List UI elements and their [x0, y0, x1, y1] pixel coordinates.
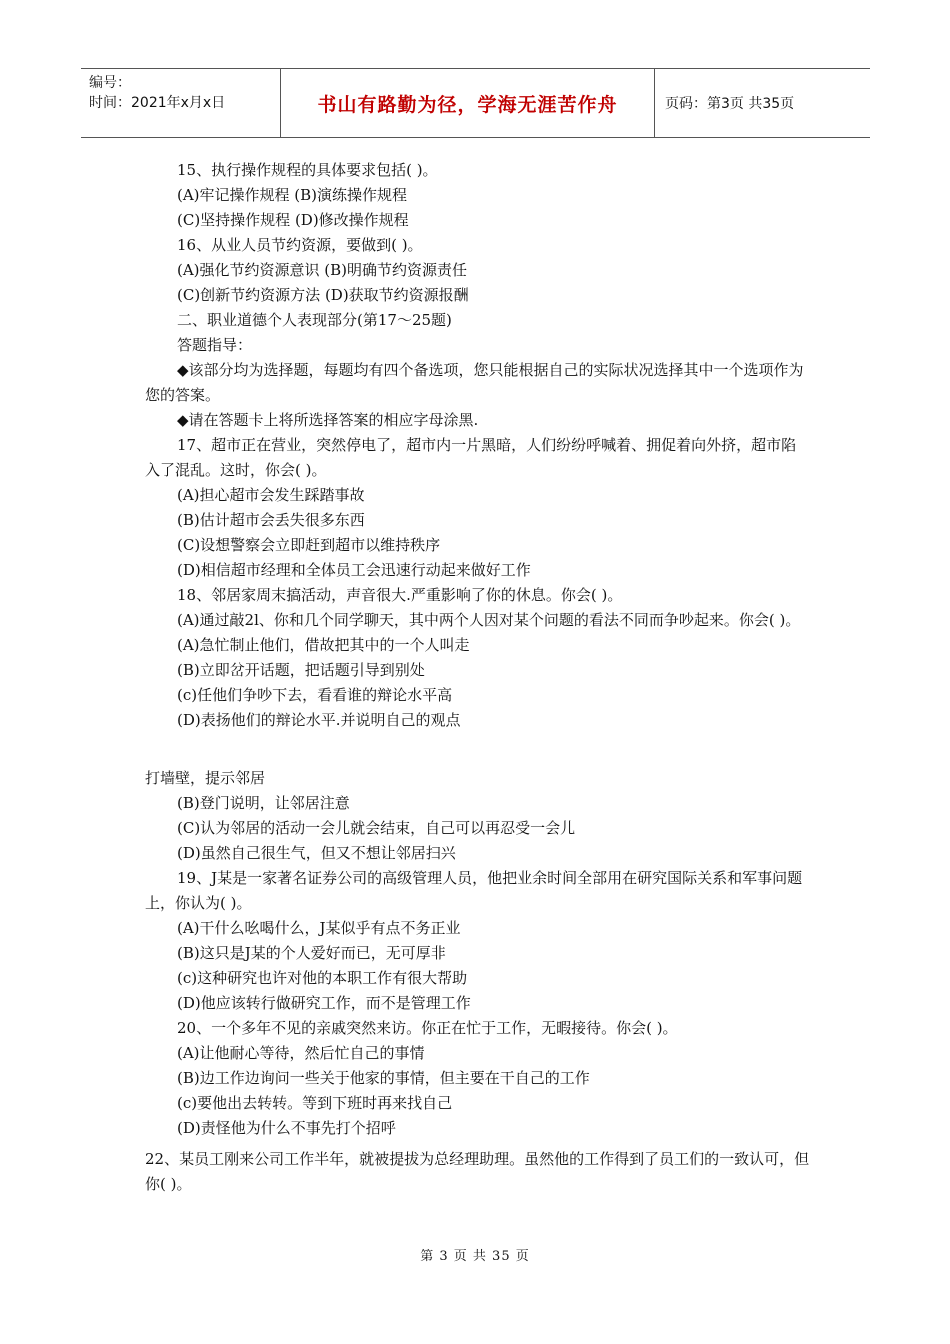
question-18: 18、邻居家周末搞活动，声音很大.严重影响了你的休息。你会( )。 — [177, 586, 623, 604]
header-motto: 书山有路勤为径，学海无涯苦作舟 — [281, 69, 655, 137]
instruction-item: ◆该部分均为选择题，每题均有四个备选项，您只能根据自己的实际状况选择其中一个选项作为您的答案。 — [145, 361, 804, 404]
option-line: (D)相信超市经理和全体员工会迅速行动起来做好工作 — [177, 561, 531, 579]
option-line: (c)这种研究也许对他的本职工作有很大帮助 — [177, 969, 468, 987]
option-line: (c)要他出去转转。等到下班时再来找自己 — [177, 1094, 453, 1112]
page-footer: 第 3 页 共 35 页 — [420, 1249, 530, 1264]
option-line: (B)边工作边询问一些关于他家的事情，但主要在干自己的工作 — [177, 1069, 590, 1087]
option-line: (D)他应该转行做研究工作，而不是管理工作 — [177, 994, 471, 1012]
option-line: (D)虽然自己很生气，但又不想让邻居扫兴 — [177, 844, 456, 862]
question-16: 16、从业人员节约资源，要做到( )。 — [177, 236, 423, 254]
page-header — [81, 68, 870, 138]
option-line: (A)让他耐心等待，然后忙自己的事情 — [177, 1044, 425, 1062]
option-line: (A)牢记操作规程 (B)演练操作规程 — [177, 186, 408, 204]
option-line: (B)立即岔开话题，把话题引导到别处 — [177, 661, 425, 679]
question-19: 19、J某是一家著名证券公司的高级管理人员，他把业余时间全部用在研究国际关系和军事问题上，你认为( )。 — [145, 869, 803, 912]
instruction-item: ◆请在答题卡上将所选择答案的相应字母涂黑. — [177, 411, 479, 429]
option-line: (A)担心超市会发生踩踏事故 — [177, 486, 365, 504]
question-15: 15、执行操作规程的具体要求包括( )。 — [177, 161, 438, 179]
option-line: (C)设想警察会立即赶到超市以维持秩序 — [177, 536, 441, 554]
option-line: (c)任他们争吵下去，看看谁的辩论水平高 — [177, 686, 453, 704]
question-20: 20、一个多年不见的亲戚突然来访。你正在忙于工作，无暇接待。你会( )。 — [177, 1019, 678, 1037]
header-meta — [81, 69, 281, 137]
question-22: 22、某员工刚来公司工作半年，就被提拔为总经理助理。虽然他的工作得到了员工们的一致认可，但你( )。 — [145, 1150, 810, 1193]
time-label: 时间：2021年x月x日 — [89, 95, 226, 111]
number-label: 编号： — [89, 75, 131, 91]
header-page-info: 页码：第3页 共35页 — [665, 96, 795, 112]
option-line: (C)坚持操作规程 (D)修改操作规程 — [177, 211, 409, 229]
question-17: 17、超市正在营业，突然停电了，超市内一片黑暗，人们纷纷呼喊着、拥促着向外挤，超市陷入了混乱。这时，你会( )。 — [145, 436, 797, 479]
option-line: (A)干什么吆喝什么，J某似乎有点不务正业 — [177, 919, 461, 937]
continuation-line: 打墙壁，提示邻居 — [145, 769, 266, 787]
option-line: (A)急忙制止他们，借故把其中的一个人叫走 — [177, 636, 470, 654]
option-line: (D)表扬他们的辩论水平.并说明自己的观点 — [177, 711, 461, 729]
option-line: (B)这只是J某的个人爱好而已，无可厚非 — [177, 944, 446, 962]
option-line: (C)创新节约资源方法 (D)获取节约资源报酬 — [177, 286, 469, 304]
option-line: (B)登门说明，让邻居注意 — [177, 794, 350, 812]
option-line: (A)强化节约资源意识 (B)明确节约资源责任 — [177, 261, 468, 279]
question-21-merged: (A)通过敲2l、你和几个同学聊天，其中两个人因对某个问题的看法不同而争吵起来。你会( )。 — [177, 611, 801, 629]
option-line: (C)认为邻居的活动一会儿就会结束，自己可以再忍受一会儿 — [177, 819, 576, 837]
option-line: (D)责怪他为什么不事先打个招呼 — [177, 1119, 396, 1137]
section-heading: 二、职业道德个人表现部分(第17～25题) — [177, 311, 452, 329]
option-line: (B)估计超市会丢失很多东西 — [177, 511, 365, 529]
instruction-heading: 答题指导： — [177, 336, 253, 354]
document-body — [145, 158, 810, 1197]
